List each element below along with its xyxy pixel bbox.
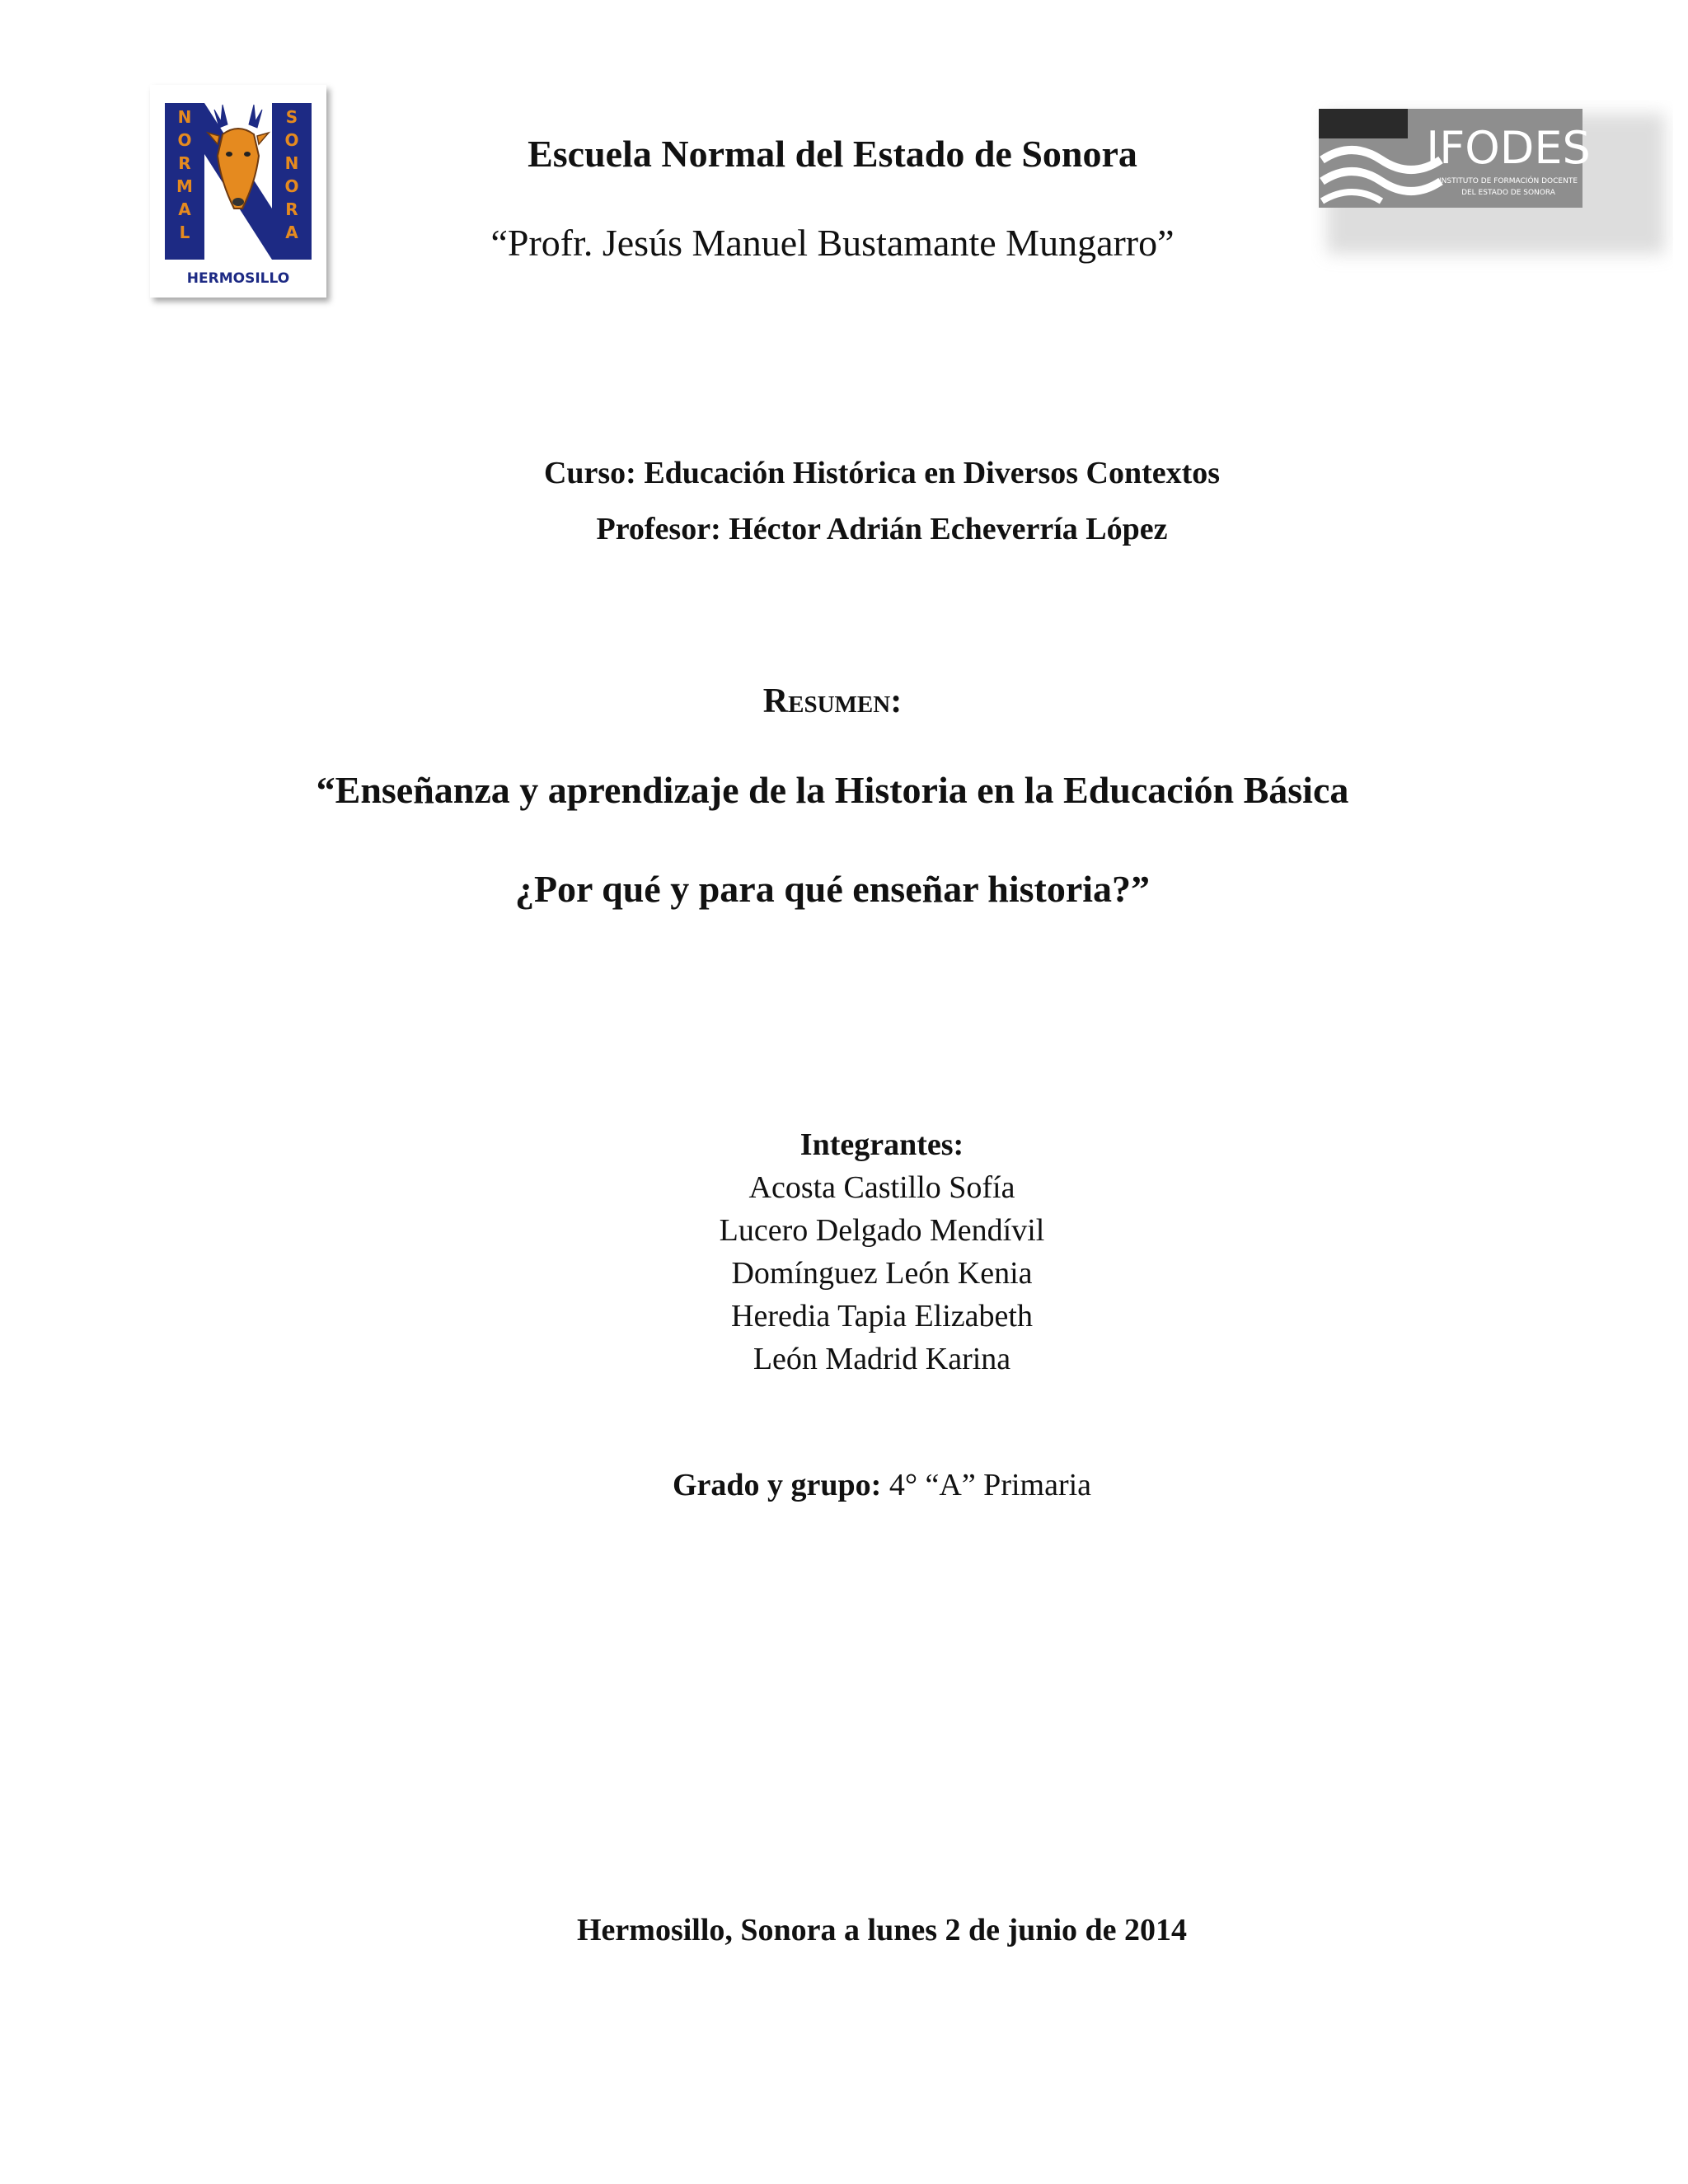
member-name: Acosta Castillo Sofía [748,1170,1015,1205]
school-name: Escuela Normal del Estado de Sonora [528,133,1137,175]
logo-letter: R [285,199,298,219]
member-name: Lucero Delgado Mendívil [719,1213,1045,1248]
logo-letter: O [284,130,299,150]
logo-letter: O [284,176,299,196]
ifodes-subtitle-2: DEL ESTADO DE SONORA [1461,189,1555,197]
logo-letter: R [178,153,191,173]
logo-letter: N [177,107,192,127]
document-title-line-1: “Enseñanza y aprendizaje de la Historia en la Educación Básica [316,769,1349,811]
logo-letter: N [284,153,299,173]
logo-letter: A [178,199,191,219]
teacher-line: Profesor: Héctor Adrián Echeverría López [596,512,1168,546]
members-block [190,1123,1574,1380]
document-title-line-2: ¿Por qué y para qué enseñar historia?” [514,868,1151,910]
summary-label: Resumen: [762,682,903,720]
logo-caption: HERMOSILLO [186,270,290,287]
ifodes-subtitle-1: INSTITUTO DE FORMACIÓN DOCENTE [1438,177,1578,185]
course-line: Curso: Educación Histórica en Diversos Contextos [543,456,1221,490]
grade-value: 4° “A” Primaria [881,1468,1092,1502]
members-heading: Integrantes: [799,1127,964,1162]
member-name: Domínguez León Kenia [731,1256,1033,1291]
grade-label: Grado y grupo: [672,1468,882,1502]
logo-letter: S [285,107,298,127]
member-name: Heredia Tapia Elizabeth [731,1299,1033,1333]
logo-letter: M [176,176,193,196]
member-name: León Madrid Karina [753,1342,1011,1376]
logo-letter: A [285,223,298,242]
logo-letter: O [177,130,192,150]
logo-letter: L [179,223,190,242]
place-date: Hermosillo, Sonora a lunes 2 de junio de 2014 [577,1913,1187,1947]
grade-line [190,1467,1574,1503]
school-motto: “Profr. Jesús Manuel Bustamante Mungarro” [490,222,1175,264]
ifodes-name: IFODES [1426,122,1591,174]
escuela-normal-logo [150,85,326,298]
